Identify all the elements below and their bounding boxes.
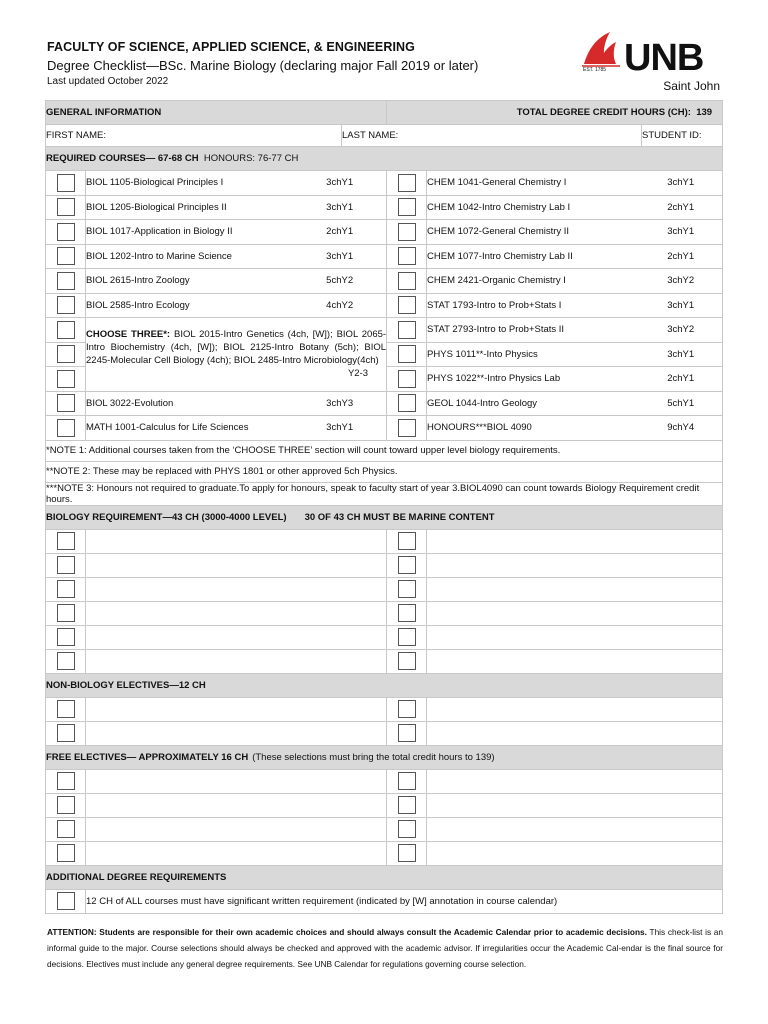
course-checkbox[interactable] — [57, 296, 75, 314]
checklist-body — [46, 101, 723, 914]
required-course-row — [46, 220, 723, 245]
unb-logo — [574, 30, 724, 96]
free-elective-checkbox[interactable] — [57, 772, 75, 790]
free-elective-entry[interactable] — [86, 817, 387, 841]
left-course-ch: 5ch — [281, 269, 342, 294]
biology-elective-entry[interactable] — [427, 649, 723, 673]
marine-content: 30 OF 43 CH MUST BE MARINE CONTENT — [304, 511, 495, 523]
course-checkbox-cell — [387, 220, 427, 245]
course-checkbox[interactable] — [57, 223, 75, 241]
total-value: 139 — [696, 107, 713, 118]
course-checkbox[interactable] — [57, 419, 75, 437]
choose-checkbox-cell — [46, 318, 86, 343]
free-elective-checkbox[interactable] — [398, 820, 416, 838]
free-elective-row — [46, 769, 723, 793]
nonbio-elective-entry[interactable] — [427, 721, 723, 745]
biology-elective-checkbox[interactable] — [398, 604, 416, 622]
left-course-year: Y1 — [342, 220, 387, 245]
biology-elective-checkbox[interactable] — [398, 580, 416, 598]
right-course-year: Y1 — [683, 367, 723, 392]
course-checkbox-cell — [387, 342, 427, 367]
biology-elective-row — [46, 649, 723, 673]
right-course-year: Y1 — [683, 171, 723, 196]
left-course-name: BIOL 1205-Biological Principles II — [86, 195, 281, 220]
biology-elective-entry[interactable] — [427, 529, 723, 553]
logo-wordmark: UNB — [624, 37, 704, 79]
total-label: TOTAL DEGREE CREDIT HOURS (CH): — [516, 107, 691, 118]
choose-checkbox-cell — [46, 367, 86, 392]
free-elective-entry[interactable] — [427, 817, 723, 841]
biology-elective-row — [46, 601, 723, 625]
right-course-name: PHYS 1011**-Into Physics — [427, 342, 642, 367]
additional-requirements-title — [46, 865, 723, 889]
free-elective-checkbox[interactable] — [57, 844, 75, 862]
left-course-name: BIOL 2585-Intro Ecology — [86, 293, 281, 318]
course-checkbox[interactable] — [57, 198, 75, 216]
biology-elective-checkbox-cell — [46, 625, 86, 649]
nonbio-elective-checkbox[interactable] — [57, 724, 75, 742]
course-checkbox[interactable] — [398, 223, 416, 241]
honours-hours: HONOURS: 76-77 CH — [203, 153, 299, 164]
biology-elective-row — [46, 553, 723, 577]
faculty-title: FACULTY OF SCIENCE, APPLIED SCIENCE, & ENGINEERING — [47, 40, 416, 54]
general-info-header — [46, 101, 723, 125]
required-course-row — [46, 171, 723, 196]
right-course-year: Y1 — [683, 293, 723, 318]
course-checkbox[interactable] — [398, 198, 416, 216]
biology-elective-checkbox[interactable] — [57, 604, 75, 622]
free-elective-checkbox[interactable] — [398, 796, 416, 814]
free-elective-entry[interactable] — [86, 769, 387, 793]
choose-checkbox[interactable] — [57, 345, 75, 363]
right-course-year: Y1 — [683, 342, 723, 367]
note-row — [46, 482, 723, 505]
right-course-name: CHEM 2421-Organic Chemistry I — [427, 269, 642, 294]
course-checkbox-cell — [46, 293, 86, 318]
free-elective-row — [46, 817, 723, 841]
additional-title: ADDITIONAL DEGREE REQUIREMENTS — [46, 871, 227, 883]
left-course-year: Y2 — [342, 293, 387, 318]
right-course-ch: 3ch — [642, 293, 683, 318]
nonbio-elective-checkbox-cell — [46, 697, 86, 721]
biology-elective-checkbox-cell — [46, 649, 86, 673]
biology-elective-checkbox-cell — [387, 625, 427, 649]
choose-three-year: Y2-3 — [347, 368, 369, 380]
biology-elective-entry[interactable] — [86, 553, 387, 577]
left-course-year: Y1 — [342, 195, 387, 220]
biology-elective-checkbox-cell — [46, 577, 86, 601]
biology-elective-checkbox-cell — [387, 577, 427, 601]
course-checkbox[interactable] — [57, 174, 75, 192]
required-course-row — [46, 293, 723, 318]
additional-checkbox-cell — [46, 889, 86, 913]
logo-est: EST. 1785 — [583, 67, 607, 73]
right-course-year: Y1 — [683, 220, 723, 245]
course-checkbox[interactable] — [398, 419, 416, 437]
nonbio-elective-checkbox[interactable] — [398, 724, 416, 742]
right-course-ch: 2ch — [642, 367, 683, 392]
note-row — [46, 440, 723, 461]
right-course-ch: 5ch — [642, 391, 683, 416]
left-course-ch: 3ch — [281, 244, 342, 269]
course-checkbox-cell — [387, 318, 427, 343]
course-checkbox[interactable] — [57, 247, 75, 265]
biology-elective-checkbox-cell — [387, 553, 427, 577]
right-course-name: GEOL 1044-Intro Geology — [427, 391, 642, 416]
biology-elective-checkbox[interactable] — [398, 532, 416, 550]
required-course-row — [46, 391, 723, 416]
right-course-name: STAT 1793-Intro to Prob+Stats I — [427, 293, 642, 318]
course-checkbox[interactable] — [398, 370, 416, 388]
attention-text: This check-list is an informal guide to the major. Course selections should always be checked and approved with the academic advisor. If irregularities occur the Academic Cal-endar is the final source for decisions. Electives must include any general degree requirements. See UNB Calendar for regulations governing course selection. — [47, 927, 723, 969]
written-requirement-text: 12 CH of ALL courses must have significant written requirement (indicated by [W] annotation in course calendar) — [86, 889, 723, 913]
left-course-ch: 2ch — [281, 220, 342, 245]
free-elective-row — [46, 793, 723, 817]
right-course-ch: 3ch — [642, 220, 683, 245]
course-checkbox-cell — [46, 244, 86, 269]
first-name-label: FIRST NAME: — [46, 130, 106, 141]
choose-three-block — [86, 318, 387, 392]
free-electives-header — [46, 745, 723, 769]
biology-elective-checkbox[interactable] — [398, 628, 416, 646]
document-header — [47, 40, 567, 87]
left-course-name: BIOL 1017-Application in Biology II — [86, 220, 281, 245]
course-checkbox[interactable] — [398, 296, 416, 314]
course-checkbox-cell — [46, 195, 86, 220]
free-elective-checkbox-cell — [46, 817, 86, 841]
general-info-title: GENERAL INFORMATION — [46, 101, 387, 125]
required-course-row — [46, 416, 723, 441]
biology-elective-entry[interactable] — [86, 625, 387, 649]
biology-elective-checkbox[interactable] — [57, 532, 75, 550]
choose-checkbox-cell — [46, 342, 86, 367]
nonbio-elective-row — [46, 721, 723, 745]
left-course-name: BIOL 3022-Evolution — [86, 391, 281, 416]
free-elective-checkbox-cell — [46, 769, 86, 793]
left-course-ch: 3ch — [281, 195, 342, 220]
left-course-ch: 3ch — [281, 391, 342, 416]
right-course-name: CHEM 1042-Intro Chemistry Lab I — [427, 195, 642, 220]
biology-elective-checkbox-cell — [387, 601, 427, 625]
required-course-row — [46, 269, 723, 294]
biology-elective-entry[interactable] — [86, 649, 387, 673]
nonbio-elective-checkbox-cell — [387, 721, 427, 745]
biology-elective-checkbox-cell — [46, 529, 86, 553]
biology-elective-entry[interactable] — [427, 577, 723, 601]
biology-elective-row — [46, 529, 723, 553]
free-elective-checkbox-cell — [46, 841, 86, 865]
biology-elective-row — [46, 625, 723, 649]
right-course-name: STAT 2793-Intro to Prob+Stats II — [427, 318, 642, 343]
course-checkbox-cell — [387, 391, 427, 416]
biology-elective-checkbox-cell — [387, 529, 427, 553]
course-checkbox-cell — [46, 391, 86, 416]
choose-checkbox[interactable] — [57, 370, 75, 388]
choose-checkbox[interactable] — [57, 321, 75, 339]
choose-three-label: CHOOSE THREE*: — [86, 329, 171, 341]
free-elective-entry[interactable] — [427, 769, 723, 793]
course-checkbox-cell — [387, 416, 427, 441]
free-elective-entry[interactable] — [427, 793, 723, 817]
biology-elective-entry[interactable] — [427, 553, 723, 577]
right-course-name: CHEM 1041-General Chemistry I — [427, 171, 642, 196]
nonbio-elective-entry[interactable] — [86, 697, 387, 721]
right-course-year: Y4 — [683, 416, 723, 441]
last-name-field[interactable] — [342, 125, 642, 147]
left-course-name: BIOL 1105-Biological Principles I — [86, 171, 281, 196]
checklist-subtitle: Degree Checklist—BSc. Marine Biology (declaring major Fall 2019 or later) — [47, 58, 479, 73]
student-id-field[interactable] — [642, 125, 723, 147]
course-checkbox-cell — [46, 269, 86, 294]
nonbio-elective-checkbox[interactable] — [398, 700, 416, 718]
free-note: (These selections must bring the total credit hours to 139) — [252, 751, 495, 763]
right-course-year: Y1 — [683, 195, 723, 220]
free-elective-checkbox[interactable] — [57, 796, 75, 814]
left-course-name: BIOL 2615-Intro Zoology — [86, 269, 281, 294]
left-course-ch: 3ch — [281, 416, 342, 441]
course-checkbox-cell — [46, 171, 86, 196]
right-course-ch: 9ch — [642, 416, 683, 441]
free-elective-checkbox-cell — [387, 793, 427, 817]
nonbio-elective-entry[interactable] — [427, 697, 723, 721]
attention-bold: ATTENTION: Students are responsible for their own academic choices and should always consult the Academic Calendar prior to academic decisions. — [47, 927, 647, 937]
biology-elective-entry[interactable] — [427, 601, 723, 625]
biology-elective-entry[interactable] — [86, 577, 387, 601]
course-checkbox-cell — [46, 220, 86, 245]
required-course-row — [46, 244, 723, 269]
biology-requirement-title — [46, 505, 723, 529]
right-course-ch: 3ch — [642, 171, 683, 196]
non-biology-electives-title — [46, 673, 723, 697]
course-checkbox-cell — [387, 195, 427, 220]
right-course-ch: 3ch — [642, 269, 683, 294]
note-3: ***NOTE 3: Honours not required to graduate.To apply for honours, speak to faculty start of year 3.BIOL4090 can count towards Biology Requirement credit hours. — [46, 482, 723, 505]
left-course-name: MATH 1001-Calculus for Life Sciences — [86, 416, 281, 441]
left-course-name: BIOL 1202-Intro to Marine Science — [86, 244, 281, 269]
attention-footer — [47, 924, 723, 972]
right-course-ch: 3ch — [642, 318, 683, 343]
right-course-ch: 3ch — [642, 342, 683, 367]
free-elective-checkbox-cell — [387, 817, 427, 841]
checklist-table — [45, 100, 723, 914]
sail-logo-icon — [580, 30, 624, 70]
free-elective-entry[interactable] — [86, 841, 387, 865]
course-checkbox[interactable] — [398, 394, 416, 412]
biology-elective-checkbox-cell — [46, 553, 86, 577]
course-checkbox[interactable] — [57, 394, 75, 412]
nonbio-title: NON-BIOLOGY ELECTIVES—12 CH — [46, 679, 206, 691]
course-checkbox-cell — [387, 293, 427, 318]
right-course-year: Y2 — [683, 318, 723, 343]
biology-elective-entry[interactable] — [86, 601, 387, 625]
course-checkbox-cell — [387, 244, 427, 269]
total-credit-hours — [387, 101, 723, 125]
right-course-year: Y2 — [683, 269, 723, 294]
course-checkbox[interactable] — [398, 247, 416, 265]
additional-requirement-row — [46, 889, 723, 913]
biology-elective-checkbox[interactable] — [57, 652, 75, 670]
nonbio-elective-row — [46, 697, 723, 721]
additional-checkbox[interactable] — [57, 892, 75, 910]
course-checkbox-cell — [387, 171, 427, 196]
left-course-year: Y2 — [342, 269, 387, 294]
additional-requirements-header — [46, 865, 723, 889]
biology-elective-checkbox[interactable] — [57, 628, 75, 646]
biology-elective-checkbox[interactable] — [398, 652, 416, 670]
right-course-name: HONOURS***BIOL 4090 — [427, 416, 642, 441]
biology-elective-entry[interactable] — [427, 625, 723, 649]
required-courses-title — [46, 147, 723, 171]
note-row — [46, 461, 723, 482]
right-course-ch: 2ch — [642, 244, 683, 269]
right-course-year: Y1 — [683, 244, 723, 269]
free-title: FREE ELECTIVES— APPROXIMATELY 16 CH — [46, 751, 249, 763]
note-2: **NOTE 2: These may be replaced with PHYS 1801 or other approved 5ch Physics. — [46, 461, 723, 482]
first-name-field[interactable] — [46, 125, 342, 147]
required-course-row — [46, 195, 723, 220]
right-course-name: CHEM 1072-General Chemistry II — [427, 220, 642, 245]
logo-campus: Saint John — [663, 79, 720, 93]
biology-elective-entry[interactable] — [86, 529, 387, 553]
free-elective-entry[interactable] — [86, 793, 387, 817]
required-courses-header — [46, 147, 723, 171]
choose-three-text: BIOL 2015-Intro Genetics (4ch, [W]); BIOL 2065-Intro Biochemistry (4ch, [W]); BIOL 2125-Intro Botany (5ch); BIOL 2245-Molecular Cell Biology (4ch); BIOL 2485-Intro Microbiology(4ch) — [86, 329, 387, 367]
nonbio-elective-checkbox-cell — [387, 697, 427, 721]
free-elective-row — [46, 841, 723, 865]
nonbio-elective-entry[interactable] — [86, 721, 387, 745]
biology-elective-row — [46, 577, 723, 601]
nonbio-elective-checkbox[interactable] — [57, 700, 75, 718]
right-course-name: PHYS 1022**-Intro Physics Lab — [427, 367, 642, 392]
course-checkbox-cell — [46, 416, 86, 441]
biology-title: BIOLOGY REQUIREMENT—43 CH (3000-4000 LEVEL) — [46, 511, 287, 523]
right-course-name: CHEM 1077-Intro Chemistry Lab II — [427, 244, 642, 269]
biology-elective-checkbox[interactable] — [57, 580, 75, 598]
student-id-label: STUDENT ID: — [642, 130, 702, 141]
course-checkbox[interactable] — [398, 321, 416, 339]
required-title: REQUIRED COURSES— 67-68 CH — [46, 153, 199, 164]
free-elective-checkbox[interactable] — [57, 820, 75, 838]
left-course-year: Y1 — [342, 171, 387, 196]
student-info-row — [46, 125, 723, 147]
left-course-ch: 4ch — [281, 293, 342, 318]
free-elective-checkbox-cell — [387, 841, 427, 865]
free-elective-checkbox-cell — [46, 793, 86, 817]
biology-elective-checkbox[interactable] — [57, 556, 75, 574]
left-course-ch: 3ch — [281, 171, 342, 196]
course-checkbox[interactable] — [57, 272, 75, 290]
biology-elective-checkbox[interactable] — [398, 556, 416, 574]
free-elective-checkbox[interactable] — [398, 844, 416, 862]
free-elective-checkbox[interactable] — [398, 772, 416, 790]
course-checkbox[interactable] — [398, 174, 416, 192]
biology-elective-checkbox-cell — [46, 601, 86, 625]
last-updated: Last updated October 2022 — [47, 76, 169, 87]
biology-requirement-header — [46, 505, 723, 529]
free-electives-title — [46, 745, 723, 769]
right-course-ch: 2ch — [642, 195, 683, 220]
course-checkbox[interactable] — [398, 272, 416, 290]
left-course-year: Y1 — [342, 244, 387, 269]
nonbio-elective-checkbox-cell — [46, 721, 86, 745]
non-biology-electives-header — [46, 673, 723, 697]
left-course-year: Y1 — [342, 416, 387, 441]
course-checkbox[interactable] — [398, 345, 416, 363]
right-course-year: Y1 — [683, 391, 723, 416]
free-elective-checkbox-cell — [387, 769, 427, 793]
last-name-label: LAST NAME: — [342, 130, 399, 141]
course-checkbox-cell — [387, 367, 427, 392]
free-elective-entry[interactable] — [427, 841, 723, 865]
required-course-row — [46, 318, 723, 343]
course-checkbox-cell — [387, 269, 427, 294]
note-1: *NOTE 1: Additional courses taken from the ‘CHOOSE THREE’ section will count toward upper level biology requirements. — [46, 440, 723, 461]
biology-elective-checkbox-cell — [387, 649, 427, 673]
left-course-year: Y3 — [342, 391, 387, 416]
